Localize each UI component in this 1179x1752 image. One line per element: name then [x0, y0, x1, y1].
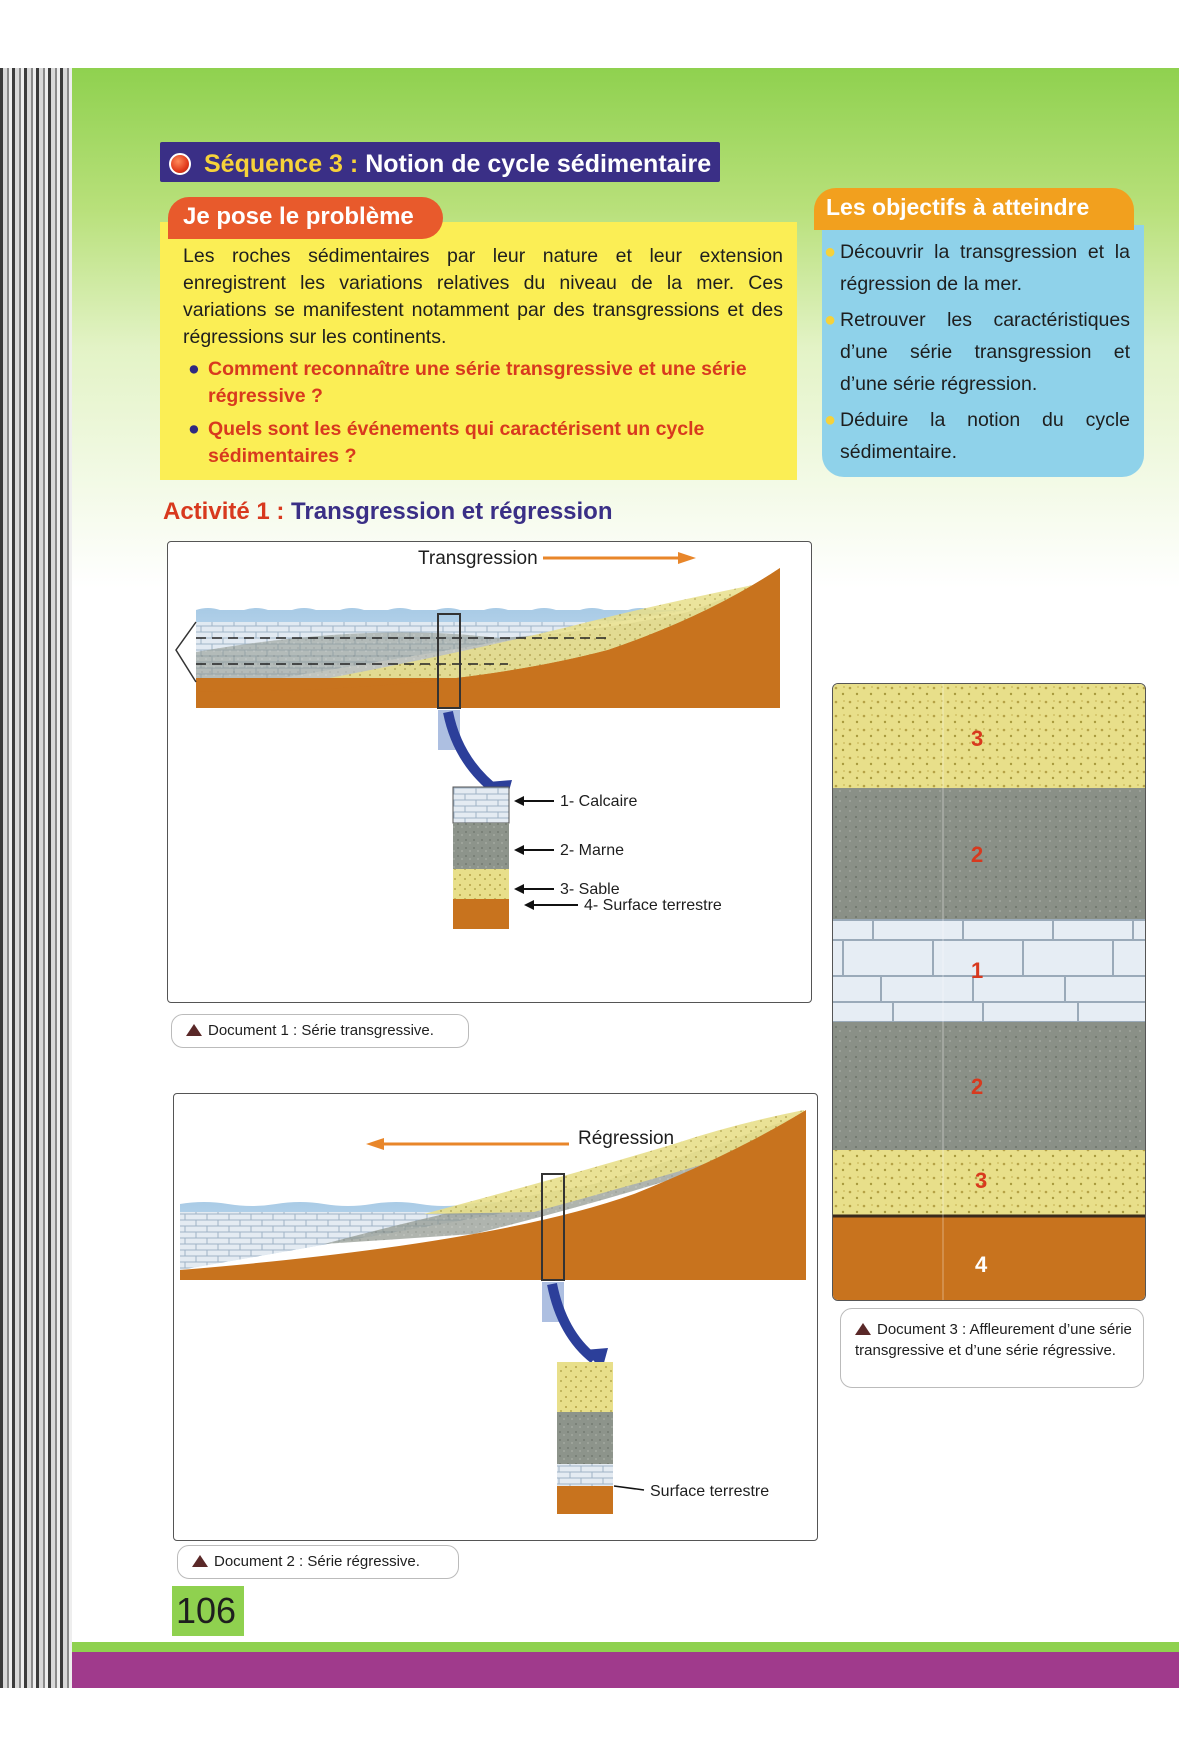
- transgression-label: Transgression: [418, 548, 538, 569]
- footer-purple-band: [72, 1652, 1179, 1688]
- triangle-icon: [186, 1024, 202, 1036]
- page-number: 106: [176, 1590, 237, 1631]
- layer-number: 3: [975, 1168, 988, 1193]
- bullet-icon: ●: [188, 358, 200, 380]
- layer-number: 3: [971, 726, 984, 751]
- objective-text: Retrouver les caractéristiques d’une série transgression et d’une série régression.: [840, 309, 1130, 395]
- layer-number: 1: [971, 958, 984, 983]
- footer-green-line: [72, 1642, 1179, 1652]
- triangle-icon: [192, 1555, 208, 1567]
- layer-number: 2: [971, 1074, 984, 1099]
- objective-item: [824, 236, 1130, 300]
- layer-number: 4: [975, 1252, 988, 1277]
- objective-text: Déduire la notion du cycle sédimentaire.: [840, 409, 1130, 463]
- caption-text: Document 3 : Affleurement d’une série transgressive et d’une série régressive.: [855, 1321, 1132, 1359]
- sequence-label: Séquence 3 :: [204, 150, 359, 178]
- layer-label: 4- Surface terrestre: [584, 897, 722, 914]
- document-1-figure: [167, 541, 812, 1003]
- layer-label: 2- Marne: [560, 842, 625, 859]
- transgression-diagram: [168, 542, 811, 1002]
- layer-label: 3- Sable: [560, 881, 620, 898]
- document-2-caption: [177, 1545, 459, 1579]
- objectives-tab-label: Les objectifs à atteindre: [826, 194, 1090, 220]
- regression-label: Régression: [578, 1128, 675, 1149]
- sequence-name: Notion de cycle sédimentaire: [365, 150, 712, 178]
- bullet-icon: ●: [824, 409, 837, 431]
- problem-text: Les roches sédimentaires par leur nature et leur extension enregistrent les variations relatives du niveau de la mer. Ces variations se manifestent notamment par des transgressions et des régressions sur les continents.: [183, 245, 783, 348]
- caption-text: Document 1 : Série transgressive.: [208, 1022, 434, 1039]
- question-item: [188, 356, 783, 410]
- document-1-caption: [171, 1014, 469, 1048]
- activity-label: Activité 1 :: [163, 498, 285, 525]
- book-page-edges: [0, 68, 80, 1688]
- objective-item: [824, 404, 1130, 468]
- question-text: Comment reconnaître une série transgressive et une série régressive ?: [208, 358, 747, 407]
- surface-label: Surface terrestre: [650, 1483, 770, 1500]
- regression-diagram: [174, 1094, 817, 1540]
- activity-name: Transgression et régression: [291, 498, 613, 525]
- layer-label: 1- Calcaire: [560, 793, 638, 810]
- activity-title: [163, 498, 613, 526]
- bullet-icon: ●: [824, 309, 837, 331]
- problem-tab-label: Je pose le problème: [183, 203, 414, 230]
- question-item: [188, 416, 783, 470]
- red-bullet-icon: [169, 153, 191, 175]
- question-text: Quels sont les événements qui caractérisent un cycle sédimentaires ?: [208, 418, 705, 467]
- bullet-icon: ●: [824, 241, 837, 263]
- objective-text: Découvrir la transgression et la régression de la mer.: [840, 241, 1130, 295]
- outcrop-column: [833, 684, 1145, 1300]
- bullet-icon: ●: [188, 418, 200, 440]
- document-3-caption: [840, 1308, 1144, 1388]
- triangle-icon: [855, 1323, 871, 1335]
- sequence-title: [204, 150, 711, 179]
- layer-number: 2: [971, 842, 984, 867]
- document-3-figure: [832, 683, 1146, 1301]
- objective-item: [824, 304, 1130, 400]
- document-2-figure: [173, 1093, 818, 1541]
- caption-text: Document 2 : Série régressive.: [214, 1553, 420, 1570]
